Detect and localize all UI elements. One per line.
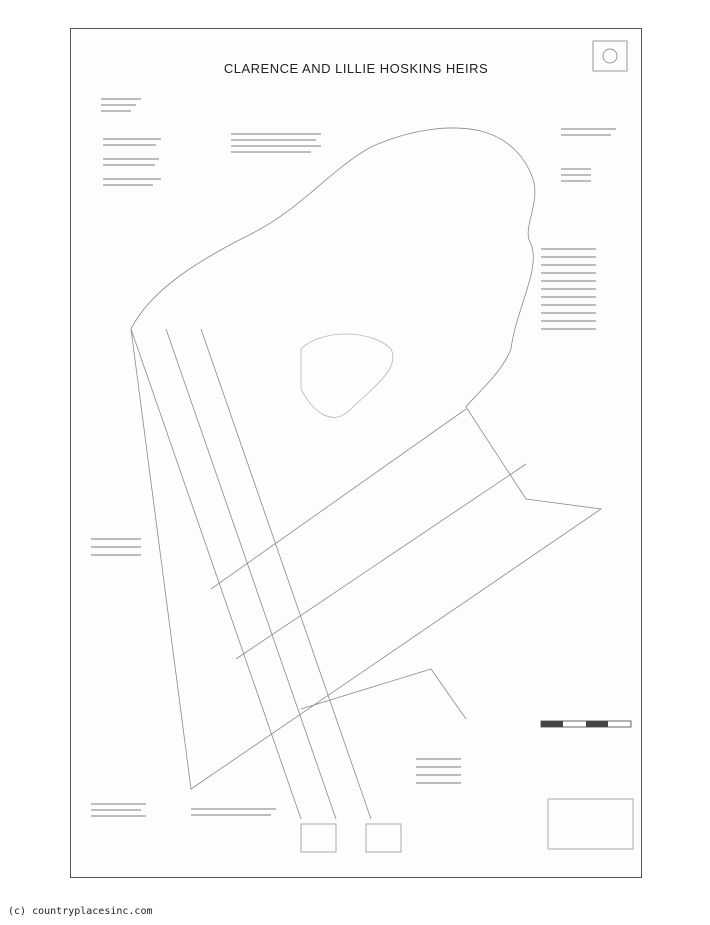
- drive-curve: [301, 334, 393, 417]
- survey-plat-drawing: [71, 29, 641, 877]
- tract-line-2: [236, 464, 526, 659]
- plat-title: CLARENCE AND LILLIE HOSKINS HEIRS: [223, 61, 489, 76]
- road-line-2: [166, 329, 336, 819]
- road-line-1: [131, 329, 301, 819]
- road-line-3: [201, 329, 371, 819]
- property-boundary: [131, 128, 601, 789]
- copyright-text: (c) countryplacesinc.com: [8, 906, 153, 917]
- tract-line-1: [211, 409, 466, 589]
- north-arrow-box: [593, 41, 627, 71]
- plat-sheet: [70, 28, 642, 878]
- tract-line-3: [301, 669, 466, 719]
- title-block: [548, 799, 633, 849]
- scale-bar: [541, 721, 631, 727]
